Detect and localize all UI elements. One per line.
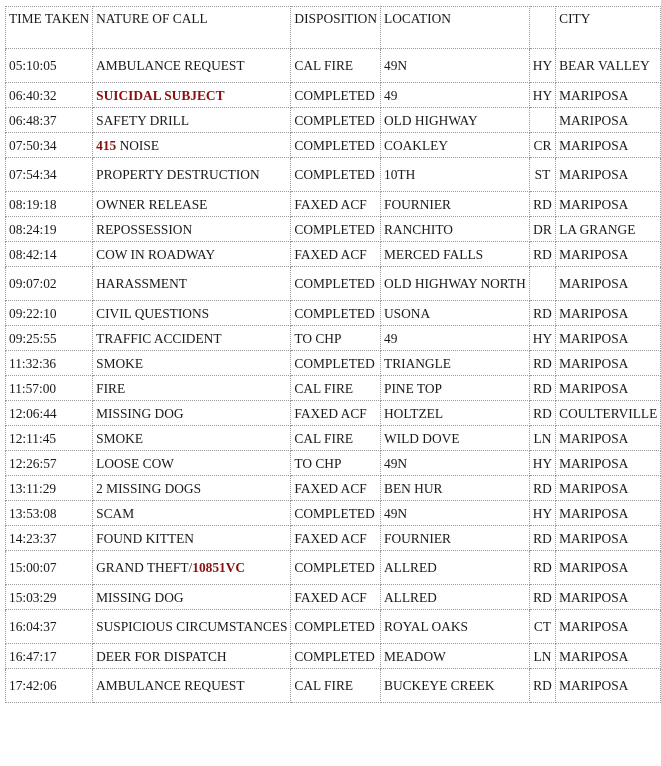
disposition-cell: TO CHP <box>291 451 381 476</box>
disposition-cell: COMPLETED <box>291 133 381 158</box>
street-suffix-cell: HY <box>529 501 555 526</box>
disposition-cell: CAL FIRE <box>291 426 381 451</box>
nature-text: HARASSMENT <box>96 276 187 291</box>
nature-cell <box>93 192 291 217</box>
street-suffix-cell: CT <box>529 610 555 644</box>
street-suffix-cell: HY <box>529 83 555 108</box>
nature-text: LOOSE COW <box>96 455 174 471</box>
nature-text: AMBULANCE REQUEST <box>96 678 245 693</box>
disposition-cell: COMPLETED <box>291 83 381 108</box>
location-cell: COAKLEY <box>381 133 530 158</box>
time-cell: 16:47:17 <box>6 644 93 669</box>
location-cell: WILD DOVE <box>381 426 530 451</box>
table-row <box>6 669 661 703</box>
location-cell: MEADOW <box>381 644 530 669</box>
time-cell: 08:42:14 <box>6 242 93 267</box>
street-suffix-cell: ST <box>529 158 555 192</box>
table-row <box>6 217 661 242</box>
table-row <box>6 644 661 669</box>
nature-text: TRAFFIC ACCIDENT <box>96 330 222 346</box>
time-cell: 06:40:32 <box>6 83 93 108</box>
location-cell: MERCED FALLS <box>381 242 530 267</box>
street-suffix-cell: DR <box>529 217 555 242</box>
street-suffix-cell <box>529 108 555 133</box>
time-cell: 17:42:06 <box>6 669 93 703</box>
street-suffix-cell: CR <box>529 133 555 158</box>
street-suffix-cell: RD <box>529 376 555 401</box>
location-cell: ROYAL OAKS <box>381 610 530 644</box>
city-cell: MARIPOSA <box>556 158 661 192</box>
table-row <box>6 158 661 192</box>
table-row <box>6 451 661 476</box>
call-log-body <box>6 7 661 703</box>
table-row <box>6 49 661 83</box>
city-cell: MARIPOSA <box>556 133 661 158</box>
street-suffix-cell: RD <box>529 551 555 585</box>
disposition-cell: COMPLETED <box>291 501 381 526</box>
nature-cell <box>93 401 291 426</box>
street-suffix-cell: LN <box>529 644 555 669</box>
time-cell: 15:03:29 <box>6 585 93 610</box>
header-disposition: DISPOSITION <box>291 7 381 49</box>
table-row <box>6 83 661 108</box>
disposition-cell: FAXED ACF <box>291 242 381 267</box>
disposition-cell: COMPLETED <box>291 610 381 644</box>
location-cell: 49 <box>381 326 530 351</box>
location-cell: BEN HUR <box>381 476 530 501</box>
table-row <box>6 192 661 217</box>
nature-text: CIVIL QUESTIONS <box>96 305 210 321</box>
street-suffix-cell: RD <box>529 401 555 426</box>
street-suffix-cell: RD <box>529 669 555 703</box>
time-cell: 11:32:36 <box>6 351 93 376</box>
city-cell: MARIPOSA <box>556 301 661 326</box>
table-row <box>6 376 661 401</box>
city-cell: MARIPOSA <box>556 451 661 476</box>
location-cell: HOLTZEL <box>381 401 530 426</box>
city-cell: COULTERVILLE <box>556 401 661 426</box>
city-cell: MARIPOSA <box>556 108 661 133</box>
nature-cell <box>93 217 291 242</box>
city-cell: MARIPOSA <box>556 669 661 703</box>
nature-text: 2 MISSING DOGS <box>96 480 202 496</box>
city-cell: MARIPOSA <box>556 426 661 451</box>
nature-text: REPOSSESSION <box>96 221 193 237</box>
location-cell: FOURNIER <box>381 526 530 551</box>
nature-cell <box>93 610 291 644</box>
city-cell: MARIPOSA <box>556 192 661 217</box>
city-cell: LA GRANGE <box>556 217 661 242</box>
disposition-cell: COMPLETED <box>291 551 381 585</box>
city-cell: MARIPOSA <box>556 242 661 267</box>
location-cell: OLD HIGHWAY <box>381 108 530 133</box>
time-cell: 07:50:34 <box>6 133 93 158</box>
nature-text: FIRE <box>96 380 126 396</box>
disposition-cell: COMPLETED <box>291 158 381 192</box>
nature-text: SAFETY DRILL <box>96 112 190 128</box>
street-suffix-cell: RD <box>529 301 555 326</box>
location-cell: USONA <box>381 301 530 326</box>
disposition-cell: FAXED ACF <box>291 401 381 426</box>
table-row <box>6 585 661 610</box>
time-cell: 11:57:00 <box>6 376 93 401</box>
header-time: TIME TAKEN <box>6 7 93 49</box>
header-row <box>6 7 661 49</box>
highlighted-text: SUICIDAL SUBJECT <box>96 87 225 103</box>
nature-text: MISSING DOG <box>96 405 184 421</box>
location-cell: BUCKEYE CREEK <box>381 669 530 703</box>
disposition-cell: FAXED ACF <box>291 192 381 217</box>
city-cell: MARIPOSA <box>556 644 661 669</box>
nature-cell <box>93 49 291 83</box>
nature-cell <box>93 585 291 610</box>
table-row <box>6 108 661 133</box>
location-cell: 49N <box>381 501 530 526</box>
disposition-cell: CAL FIRE <box>291 49 381 83</box>
disposition-cell: CAL FIRE <box>291 669 381 703</box>
city-cell: MARIPOSA <box>556 551 661 585</box>
street-suffix-cell: RD <box>529 476 555 501</box>
street-suffix-cell: HY <box>529 49 555 83</box>
time-cell: 05:10:05 <box>6 49 93 83</box>
disposition-cell: FAXED ACF <box>291 526 381 551</box>
location-cell: OLD HIGHWAY NORTH <box>381 267 530 301</box>
table-row <box>6 267 661 301</box>
location-cell: ALLRED <box>381 585 530 610</box>
location-cell: 49 <box>381 83 530 108</box>
disposition-cell: COMPLETED <box>291 644 381 669</box>
nature-text: SMOKE <box>96 430 144 446</box>
city-cell: BEAR VALLEY <box>556 49 661 83</box>
table-row <box>6 401 661 426</box>
city-cell: MARIPOSA <box>556 610 661 644</box>
time-cell: 09:07:02 <box>6 267 93 301</box>
nature-cell <box>93 644 291 669</box>
time-cell: 14:23:37 <box>6 526 93 551</box>
table-row <box>6 551 661 585</box>
disposition-cell: COMPLETED <box>291 267 381 301</box>
table-row <box>6 242 661 267</box>
street-suffix-cell <box>529 267 555 301</box>
disposition-cell: COMPLETED <box>291 108 381 133</box>
header-nature: NATURE OF CALL <box>93 7 291 49</box>
time-cell: 13:11:29 <box>6 476 93 501</box>
header-city: CITY <box>556 7 661 49</box>
nature-cell <box>93 326 291 351</box>
city-cell: MARIPOSA <box>556 83 661 108</box>
highlighted-text: 415 <box>96 137 117 153</box>
disposition-cell: COMPLETED <box>291 351 381 376</box>
table-row <box>6 610 661 644</box>
nature-text: OWNER RELEASE <box>96 196 208 212</box>
disposition-cell: COMPLETED <box>291 301 381 326</box>
street-suffix-cell: RD <box>529 192 555 217</box>
city-cell: MARIPOSA <box>556 526 661 551</box>
nature-cell <box>93 158 291 192</box>
time-cell: 15:00:07 <box>6 551 93 585</box>
nature-cell <box>93 242 291 267</box>
location-cell: 49N <box>381 49 530 83</box>
city-cell: MARIPOSA <box>556 267 661 301</box>
table-row <box>6 351 661 376</box>
disposition-cell: FAXED ACF <box>291 585 381 610</box>
city-cell: MARIPOSA <box>556 376 661 401</box>
nature-text: SMOKE <box>96 355 144 371</box>
nature-text: FOUND KITTEN <box>96 530 194 546</box>
nature-text: SCAM <box>96 505 135 521</box>
street-suffix-cell: RD <box>529 242 555 267</box>
header-location: LOCATION <box>381 7 530 49</box>
table-row <box>6 326 661 351</box>
street-suffix-cell: RD <box>529 585 555 610</box>
nature-text: AMBULANCE REQUEST <box>96 58 245 73</box>
table-row <box>6 526 661 551</box>
nature-text: MISSING DOG <box>96 589 184 605</box>
nature-text: GRAND THEFT/ <box>96 560 193 575</box>
table-row <box>6 301 661 326</box>
location-cell: RANCHITO <box>381 217 530 242</box>
city-cell: MARIPOSA <box>556 326 661 351</box>
time-cell: 09:22:10 <box>6 301 93 326</box>
nature-cell <box>93 501 291 526</box>
nature-text: PROPERTY DESTRUCTION <box>96 167 260 182</box>
location-cell: ALLRED <box>381 551 530 585</box>
header-suffix <box>529 7 555 49</box>
nature-cell <box>93 267 291 301</box>
street-suffix-cell: RD <box>529 351 555 376</box>
nature-cell <box>93 301 291 326</box>
disposition-cell: COMPLETED <box>291 217 381 242</box>
location-cell: TRIANGLE <box>381 351 530 376</box>
nature-cell <box>93 551 291 585</box>
nature-cell <box>93 133 291 158</box>
nature-text: SUSPICIOUS CIRCUMSTANCES <box>96 619 288 634</box>
disposition-cell: TO CHP <box>291 326 381 351</box>
street-suffix-cell: RD <box>529 526 555 551</box>
disposition-cell: FAXED ACF <box>291 476 381 501</box>
table-row <box>6 501 661 526</box>
time-cell: 13:53:08 <box>6 501 93 526</box>
nature-cell <box>93 108 291 133</box>
street-suffix-cell: HY <box>529 326 555 351</box>
time-cell: 08:24:19 <box>6 217 93 242</box>
nature-cell <box>93 451 291 476</box>
nature-cell <box>93 351 291 376</box>
nature-text: NOISE <box>116 137 160 153</box>
city-cell: MARIPOSA <box>556 351 661 376</box>
table-row <box>6 426 661 451</box>
location-cell: 10TH <box>381 158 530 192</box>
table-row <box>6 133 661 158</box>
time-cell: 06:48:37 <box>6 108 93 133</box>
time-cell: 12:06:44 <box>6 401 93 426</box>
nature-cell <box>93 376 291 401</box>
street-suffix-cell: LN <box>529 426 555 451</box>
nature-text: COW IN ROADWAY <box>96 246 216 262</box>
nature-cell <box>93 476 291 501</box>
time-cell: 12:26:57 <box>6 451 93 476</box>
time-cell: 12:11:45 <box>6 426 93 451</box>
highlighted-text: 10851VC <box>192 560 246 575</box>
time-cell: 09:25:55 <box>6 326 93 351</box>
nature-cell <box>93 426 291 451</box>
location-cell: 49N <box>381 451 530 476</box>
nature-cell <box>93 526 291 551</box>
table-row <box>6 476 661 501</box>
location-cell: FOURNIER <box>381 192 530 217</box>
time-cell: 08:19:18 <box>6 192 93 217</box>
city-cell: MARIPOSA <box>556 585 661 610</box>
disposition-cell: CAL FIRE <box>291 376 381 401</box>
nature-cell <box>93 669 291 703</box>
nature-text: DEER FOR DISPATCH <box>96 648 227 664</box>
time-cell: 16:04:37 <box>6 610 93 644</box>
nature-cell <box>93 83 291 108</box>
call-log-table <box>5 6 661 703</box>
time-cell: 07:54:34 <box>6 158 93 192</box>
location-cell: PINE TOP <box>381 376 530 401</box>
city-cell: MARIPOSA <box>556 501 661 526</box>
street-suffix-cell: HY <box>529 451 555 476</box>
city-cell: MARIPOSA <box>556 476 661 501</box>
